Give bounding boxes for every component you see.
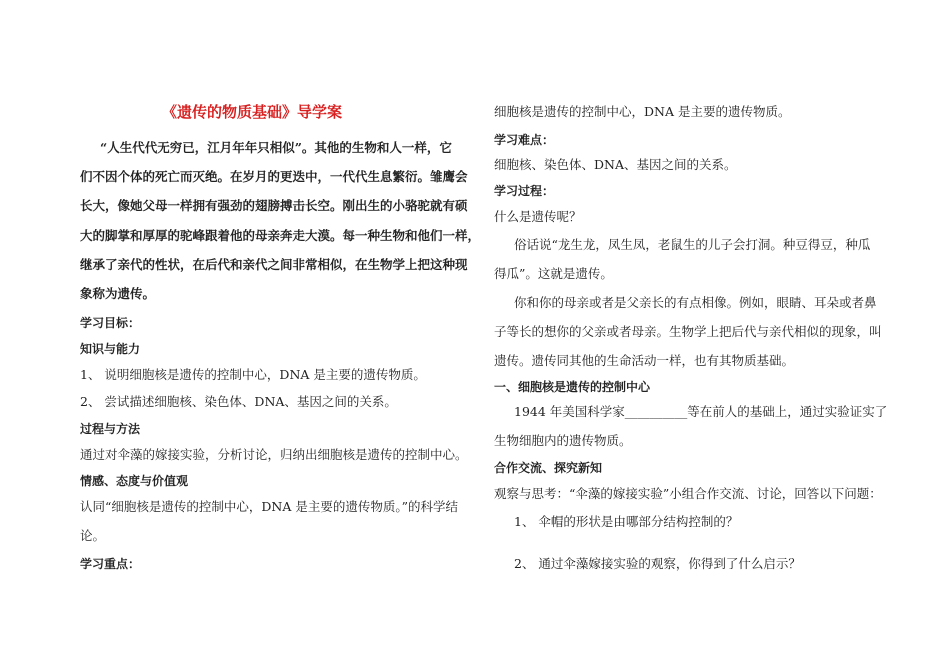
section-heading: 一、细胞核是遗传的控制中心 bbox=[494, 380, 651, 394]
intro-line: 继承了亲代的性状，在后代和亲代之间非常相似，在生物学上把这种现 bbox=[80, 257, 468, 272]
intro-line: 象称为遗传。 bbox=[80, 286, 156, 301]
emotion-line: 认同“细胞核是遗传的控制中心，DNA 是主要的遗传物质。”的科学结 bbox=[80, 499, 458, 514]
key-text: 细胞核是遗传的控制中心，DNA 是主要的遗传物质。 bbox=[494, 104, 791, 119]
experiment-line: 1944 年美国科学家__________等在前人的基础上，通过实验证实了 bbox=[514, 404, 888, 419]
difficulty-heading: 学习难点： bbox=[494, 133, 555, 147]
intro-line: 长大，像她父母一样拥有强劲的翅膀搏击长空。刚出生的小骆驼就有硕 bbox=[80, 198, 468, 213]
knowledge-item: 1、 说明细胞核是遗传的控制中心，DNA 是主要的遗传物质。 bbox=[80, 367, 426, 382]
resemble-line: 子等长的想你的父亲或者母亲。生物学上把后代与亲代相似的现象，叫 bbox=[494, 324, 882, 339]
coop-heading: 合作交流、探究新知 bbox=[494, 461, 603, 475]
key-heading: 学习重点： bbox=[80, 557, 141, 571]
process-heading: 学习过程： bbox=[494, 184, 555, 198]
observe-text: 观察与思考：“伞藻的嫁接实验”小组合作交流、讨论，回答以下问题： bbox=[494, 486, 882, 501]
emotion-line: 论。 bbox=[80, 528, 106, 543]
question-item: 2、 通过伞藻嫁接实验的观察，你得到了什么启示？ bbox=[514, 556, 801, 571]
process-heading: 过程与方法 bbox=[80, 422, 141, 436]
goals-heading: 学习目标： bbox=[80, 316, 141, 330]
intro-line: 们不因个体的死亡而灭绝。在岁月的更迭中，一代代生息繁衍。雏鹰会 bbox=[80, 169, 468, 184]
knowledge-item: 2、 尝试描述细胞核、染色体、DNA、基因之间的关系。 bbox=[80, 394, 397, 409]
intro-line: 大的脚掌和厚厚的驼峰跟着他的母亲奔走大漠。每一种生物和他们一样， bbox=[80, 228, 481, 243]
proverb-line: 俗话说“龙生龙，凤生凤，老鼠生的儿子会打洞。种豆得豆，种瓜 bbox=[514, 237, 871, 252]
resemble-line: 你和你的母亲或者是父亲长的有点相像。例如，眼睛、耳朵或者鼻 bbox=[514, 295, 877, 310]
question-item: 1、 伞帽的形状是由哪部分结构控制的？ bbox=[514, 514, 739, 529]
process-text: 通过对伞藻的嫁接实验，分析讨论，归纳出细胞核是遗传的控制中心。 bbox=[80, 447, 468, 462]
resemble-line: 遗传。遗传同其他的生命活动一样，也有其物质基础。 bbox=[494, 353, 795, 368]
knowledge-heading: 知识与能力 bbox=[80, 342, 141, 356]
experiment-line: 生物细胞内的遗传物质。 bbox=[494, 433, 632, 448]
emotion-heading: 情感、态度与价值观 bbox=[80, 474, 189, 488]
document-title: 《遗传的物质基础》导学案 bbox=[162, 103, 343, 121]
proverb-line: 得瓜”。这就是遗传。 bbox=[494, 266, 613, 281]
difficulty-text: 细胞核、染色体、DNA、基因之间的关系。 bbox=[494, 157, 737, 172]
question-text: 什么是遗传呢？ bbox=[494, 209, 582, 224]
intro-line: “人生代代无穷已，江月年年只相似”。其他的生物和人一样，它 bbox=[100, 140, 452, 155]
